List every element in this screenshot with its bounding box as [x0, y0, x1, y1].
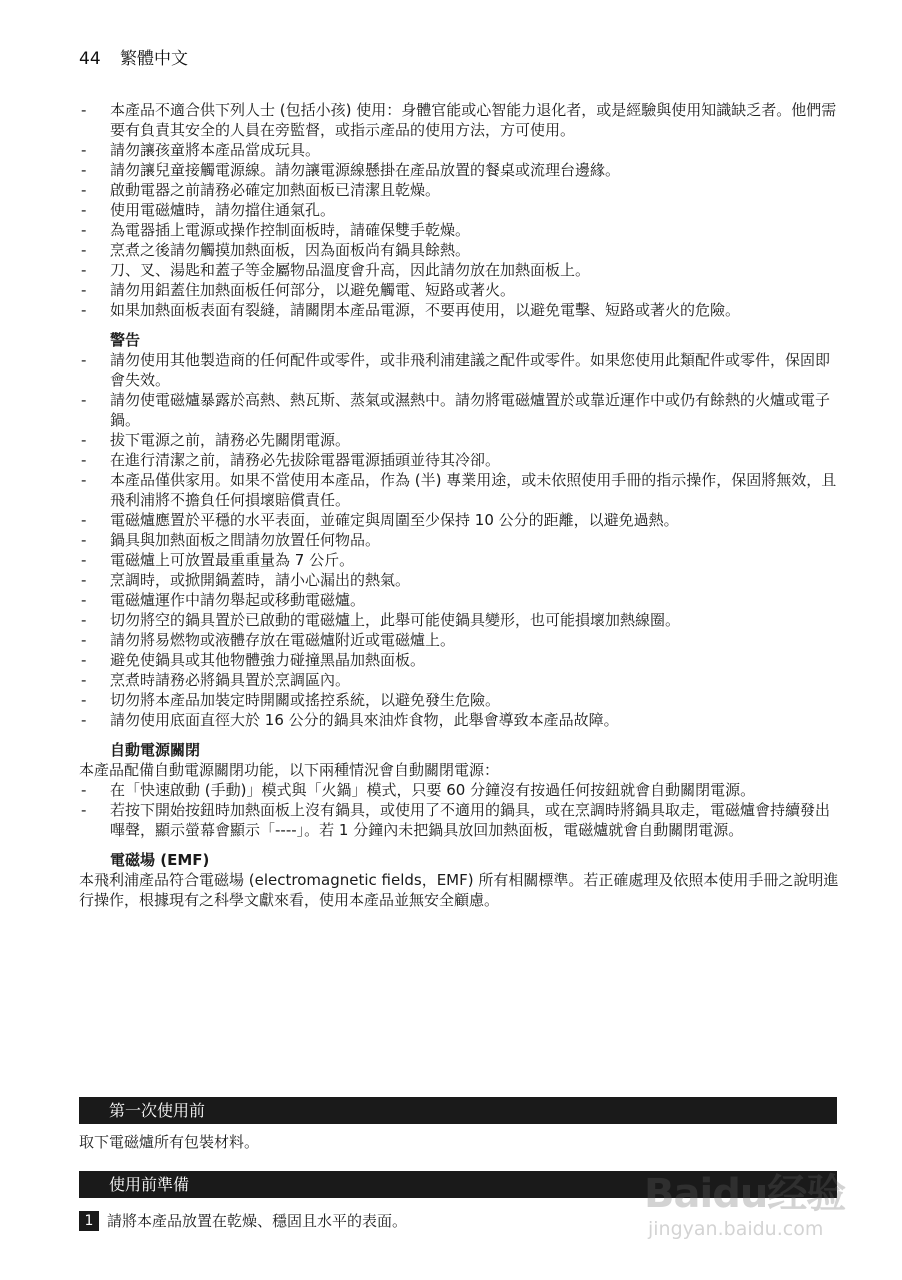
- list-item: - 請勿使用底面直徑大於 16 公分的鍋具來油炸食物，此舉會導致本產品故障。: [79, 710, 839, 730]
- list-item: - 拔下電源之前，請務必先關閉電源。: [79, 430, 839, 450]
- list-item: - 烹煮時請務必將鍋具置於烹調區內。: [79, 670, 839, 690]
- first-use-text: 取下電磁爐所有包裝材料。: [79, 1133, 260, 1151]
- list-item: - 本產品僅供家用。如果不當使用本產品，作為 (半) 專業用途，或未依照使用手冊的指示操作，保固將無效，且飛利浦將不擔負任何損壞賠償責任。: [79, 470, 839, 510]
- step-1: [79, 1210, 407, 1231]
- list-item: - 避免使鍋具或其他物體強力碰撞黑晶加熱面板。: [79, 650, 839, 670]
- list-item: - 啟動電器之前請務必確定加熱面板已清潔且乾燥。: [79, 180, 839, 200]
- watermark-logo: Baidu经验: [644, 1171, 846, 1217]
- list-item: - 刀、叉、湯匙和蓋子等金屬物品溫度會升高，因此請勿放在加熱面板上。: [79, 260, 839, 280]
- section-bar-preparation: 使用前準備: [79, 1171, 837, 1198]
- step-text: 請將本產品放置在乾燥、穩固且水平的表面。: [107, 1212, 408, 1230]
- step-number-badge: 1: [79, 1211, 99, 1231]
- list-item: - 若按下開始按鈕時加熱面板上沒有鍋具，或使用了不適用的鍋具，或在烹調時將鍋具取走，電磁爐會持續發出嗶聲，顯示螢幕會顯示「----」。若 1 分鐘內未把鍋具放回加熱面板，電磁爐就會自動關閉電源。: [79, 800, 839, 840]
- watermark-url: jingyan.baidu.com: [648, 1218, 824, 1240]
- auto-power-list: [79, 780, 839, 840]
- auto-power-heading: 自動電源關閉: [110, 741, 201, 759]
- list-item: - 電磁爐上可放置最重重量為 7 公斤。: [79, 550, 839, 570]
- safety-list: [79, 100, 839, 320]
- list-item: - 切勿將空的鍋具置於已啟動的電磁爐上，此舉可能使鍋具變形，也可能損壞加熱線圈。: [79, 610, 839, 630]
- list-item: - 請勿讓孩童將本產品當成玩具。: [79, 140, 839, 160]
- warning-heading: 警告: [110, 331, 141, 349]
- list-item: - 鍋具與加熱面板之間請勿放置任何物品。: [79, 530, 839, 550]
- list-item: - 烹煮之後請勿觸摸加熱面板，因為面板尚有鍋具餘熱。: [79, 240, 839, 260]
- page-header: [79, 44, 188, 69]
- list-item: - 在「快速啟動 (手動)」模式與「火鍋」模式，只要 60 分鐘沒有按過任何按鈕就會自動關閉電源。: [79, 780, 839, 800]
- list-item: - 在進行清潔之前，請務必先拔除電器電源插頭並待其冷卻。: [79, 450, 839, 470]
- baidu-watermark: [630, 1150, 870, 1275]
- list-item: - 請勿使用其他製造商的任何配件或零件，或非飛利浦建議之配件或零件。如果您使用此類配件或零件，保固即會失效。: [79, 350, 839, 390]
- main-content: [79, 100, 839, 910]
- list-item: - 請勿用鋁蓋住加熱面板任何部分，以避免觸電、短路或著火。: [79, 280, 839, 300]
- list-item: - 電磁爐應置於平穩的水平表面，並確定與周圍至少保持 10 公分的距離，以避免過熱。: [79, 510, 839, 530]
- warning-list: [79, 350, 839, 730]
- list-item: - 烹調時，或掀開鍋蓋時，請小心漏出的熱氣。: [79, 570, 839, 590]
- list-item: - 為電器插上電源或操作控制面板時，請確保雙手乾燥。: [79, 220, 839, 240]
- list-item: - 請勿將易燃物或液體存放在電磁爐附近或電磁爐上。: [79, 630, 839, 650]
- language-label: 繁體中文: [120, 49, 189, 69]
- list-item: - 請勿讓兒童接觸電源線。請勿讓電源線懸掛在產品放置的餐桌或流理台邊緣。: [79, 160, 839, 180]
- list-item: - 請勿使電磁爐暴露於高熱、熱瓦斯、蒸氣或濕熱中。請勿將電磁爐置於或靠近運作中或仍有餘熱的火爐或電子鍋。: [79, 390, 839, 430]
- auto-power-intro: 本產品配備自動電源關閉功能，以下兩種情況會自動關閉電源：: [79, 761, 500, 779]
- emf-text: 本飛利浦產品符合電磁場 (electromagnetic fields，EMF) 所有相關標準。若正確處理及依照本使用手冊之說明進行操作，根據現有之科學文獻來看，使用本產品並無安全顧慮。: [79, 871, 839, 909]
- page-number: 44: [79, 49, 101, 69]
- list-item: - 使用電磁爐時，請勿擋住通氣孔。: [79, 200, 839, 220]
- list-item: - 電磁爐運作中請勿舉起或移動電磁爐。: [79, 590, 839, 610]
- list-item: - 如果加熱面板表面有裂縫，請關閉本產品電源，不要再使用，以避免電擊、短路或著火的危險。: [79, 300, 839, 320]
- list-item: - 切勿將本產品加裝定時開關或搖控系統，以避免發生危險。: [79, 690, 839, 710]
- list-item: - 本產品不適合供下列人士 (包括小孩) 使用：身體官能或心智能力退化者，或是經驗與使用知識缺乏者。他們需要有負責其安全的人員在旁監督，或指示產品的使用方法，方可使用。: [79, 100, 839, 140]
- emf-heading: 電磁場 (EMF): [110, 851, 210, 869]
- section-bar-first-use: 第一次使用前: [79, 1097, 837, 1124]
